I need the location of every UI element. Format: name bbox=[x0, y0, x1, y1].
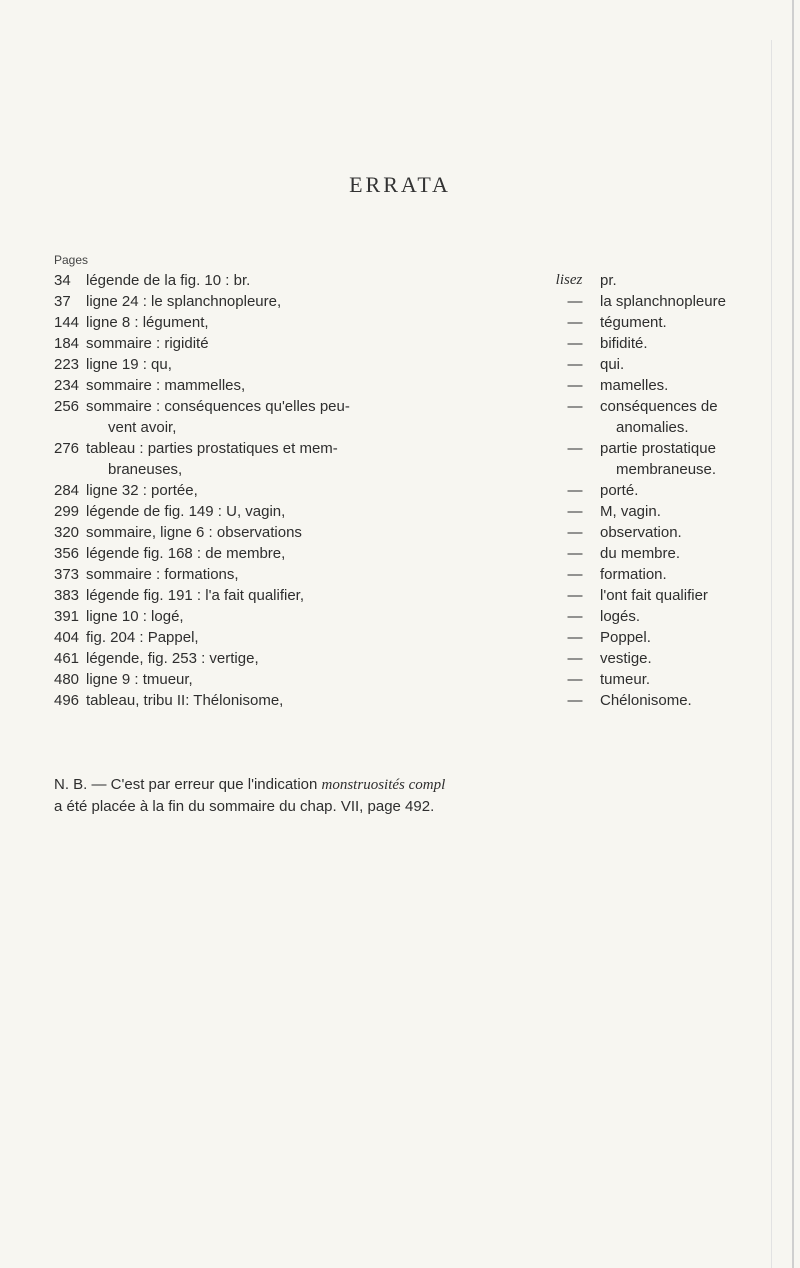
page-number: 320 bbox=[54, 524, 80, 541]
correction-line: M, vagin. bbox=[600, 503, 661, 520]
errata-row bbox=[0, 669, 800, 690]
error-line: légende fig. 191 : l'a fait qualifier, bbox=[86, 587, 305, 604]
errata-row bbox=[0, 480, 800, 501]
correction-line: partie prostatique bbox=[600, 440, 716, 457]
error-line: ligne 32 : portée, bbox=[86, 482, 198, 499]
dash-separator: — bbox=[567, 671, 583, 688]
dash-separator: — bbox=[567, 356, 583, 373]
errata-row bbox=[0, 354, 800, 375]
page-number: 391 bbox=[54, 608, 80, 625]
errata-row bbox=[0, 291, 800, 312]
correction-line: membraneuse. bbox=[616, 461, 717, 478]
correction-text bbox=[600, 270, 780, 291]
error-line: sommaire : mammelles, bbox=[86, 377, 246, 394]
correction-line: vestige. bbox=[600, 650, 652, 667]
correction-text bbox=[600, 396, 780, 438]
correction-line: observation. bbox=[600, 524, 682, 541]
error-line: braneuses, bbox=[108, 461, 183, 478]
correction-line: anomalies. bbox=[616, 419, 689, 436]
error-line: ligne 19 : qu, bbox=[86, 356, 172, 373]
correction-text bbox=[600, 606, 780, 627]
error-text bbox=[86, 606, 556, 627]
correction-line: tégument. bbox=[600, 314, 667, 331]
error-line: légende fig. 168 : de membre, bbox=[86, 545, 286, 562]
error-line: sommaire : formations, bbox=[86, 566, 239, 583]
correction-text bbox=[600, 312, 780, 333]
note-italic-term: monstruosités compl bbox=[321, 777, 446, 793]
note-prefix: N. B. — C'est par erreur que l'indication bbox=[54, 776, 322, 793]
dash-separator: — bbox=[567, 524, 583, 541]
correction-line: pr. bbox=[600, 272, 617, 289]
correction-text bbox=[600, 585, 780, 606]
error-text bbox=[86, 627, 556, 648]
errata-row bbox=[0, 585, 800, 606]
errata-row bbox=[0, 333, 800, 354]
errata-row bbox=[0, 375, 800, 396]
correction-line: tumeur. bbox=[600, 671, 651, 688]
correction-text bbox=[600, 690, 780, 711]
error-line: ligne 10 : logé, bbox=[86, 608, 184, 625]
correction-text bbox=[600, 333, 780, 354]
correction-line: logés. bbox=[600, 608, 641, 625]
error-line: vent avoir, bbox=[108, 419, 177, 436]
page-number: 184 bbox=[54, 335, 80, 352]
page-number: 480 bbox=[54, 671, 80, 688]
correction-text bbox=[600, 375, 780, 396]
error-text bbox=[86, 543, 556, 564]
dash-separator: — bbox=[567, 608, 583, 625]
error-line: tableau : parties prostatiques et mem- bbox=[86, 440, 338, 457]
correction-line: Chélonisome. bbox=[600, 692, 692, 709]
note-line-1 bbox=[54, 774, 780, 796]
dash-separator: — bbox=[567, 314, 583, 331]
dash-separator: — bbox=[567, 545, 583, 562]
errata-row bbox=[0, 312, 800, 333]
correction-line: conséquences de bbox=[600, 398, 718, 415]
error-text bbox=[86, 354, 556, 375]
page-number: 234 bbox=[54, 377, 80, 394]
error-line: ligne 8 : légument, bbox=[86, 314, 209, 331]
page-number: 256 bbox=[54, 398, 80, 415]
correction-line: Poppel. bbox=[600, 629, 651, 646]
errata-row bbox=[0, 606, 800, 627]
correction-line: porté. bbox=[600, 482, 639, 499]
error-line: fig. 204 : Pappel, bbox=[86, 629, 199, 646]
dash-separator: — bbox=[567, 650, 583, 667]
dash-separator: — bbox=[567, 482, 583, 499]
error-text bbox=[86, 564, 556, 585]
correction-line: formation. bbox=[600, 566, 667, 583]
error-line: sommaire, ligne 6 : observations bbox=[86, 524, 302, 541]
correction-text bbox=[600, 564, 780, 585]
note-paragraph bbox=[54, 774, 780, 817]
correction-text bbox=[600, 291, 780, 312]
correction-line: mamelles. bbox=[600, 377, 669, 394]
page-number: 284 bbox=[54, 482, 80, 499]
page-number: 461 bbox=[54, 650, 80, 667]
error-text bbox=[86, 312, 556, 333]
error-text bbox=[86, 396, 556, 438]
page-number: 356 bbox=[54, 545, 80, 562]
note-line-2: a été placée à la fin du sommaire du chap. VII, page 492. bbox=[54, 798, 435, 815]
correction-line: qui. bbox=[600, 356, 625, 373]
error-text bbox=[86, 690, 556, 711]
page-number: 276 bbox=[54, 440, 80, 457]
correction-line: la splanchnopleure bbox=[600, 293, 726, 310]
error-line: légende de fig. 149 : U, vagin, bbox=[86, 503, 286, 520]
dash-separator: — bbox=[567, 587, 583, 604]
correction-text bbox=[600, 648, 780, 669]
error-line: légende, fig. 253 : vertige, bbox=[86, 650, 259, 667]
error-text bbox=[86, 270, 556, 291]
error-text bbox=[86, 291, 556, 312]
error-line: ligne 24 : le splanchnopleure, bbox=[86, 293, 282, 310]
correction-text bbox=[600, 669, 780, 690]
errata-row bbox=[0, 270, 800, 291]
error-text bbox=[86, 669, 556, 690]
dash-separator: — bbox=[567, 440, 583, 457]
page-number: 383 bbox=[54, 587, 80, 604]
errata-row bbox=[0, 438, 800, 480]
error-text bbox=[86, 333, 556, 354]
dash-separator: — bbox=[567, 503, 583, 520]
dash-separator: — bbox=[567, 566, 583, 583]
dash-separator: — bbox=[567, 293, 583, 310]
dash-separator: — bbox=[567, 335, 583, 352]
error-text bbox=[86, 375, 556, 396]
correction-text bbox=[600, 501, 780, 522]
errata-row bbox=[0, 690, 800, 711]
error-text bbox=[86, 438, 556, 480]
page-number: 223 bbox=[54, 356, 80, 373]
error-line: tableau, tribu II: Thélonisome, bbox=[86, 692, 284, 709]
errata-row bbox=[0, 648, 800, 669]
correction-line: l'ont fait qualifier bbox=[600, 587, 708, 604]
error-line: sommaire : rigidité bbox=[86, 335, 209, 352]
errata-row bbox=[0, 501, 800, 522]
dash-separator: — bbox=[567, 377, 583, 394]
correction-text bbox=[600, 522, 780, 543]
errata-list bbox=[0, 270, 800, 711]
page-number: 37 bbox=[54, 293, 71, 310]
errata-row bbox=[0, 396, 800, 438]
error-line: sommaire : conséquences qu'elles peu- bbox=[86, 398, 350, 415]
page-title: ERRATA bbox=[349, 172, 451, 197]
page-number: 404 bbox=[54, 629, 80, 646]
page-number: 373 bbox=[54, 566, 80, 583]
correction-text bbox=[600, 543, 780, 564]
errata-row bbox=[0, 564, 800, 585]
correction-text bbox=[600, 480, 780, 501]
dash-separator: — bbox=[567, 629, 583, 646]
correction-line: du membre. bbox=[600, 545, 681, 562]
errata-row bbox=[0, 543, 800, 564]
errata-row bbox=[0, 522, 800, 543]
error-text bbox=[86, 585, 556, 606]
error-line: ligne 9 : tmueur, bbox=[86, 671, 193, 688]
correction-line: bifidité. bbox=[600, 335, 648, 352]
error-text bbox=[86, 480, 556, 501]
error-text bbox=[86, 501, 556, 522]
correction-text bbox=[600, 627, 780, 648]
error-line: légende de la fig. 10 : br. bbox=[86, 272, 251, 289]
lisez-label: lisez bbox=[555, 272, 583, 288]
error-text bbox=[86, 522, 556, 543]
errata-row bbox=[0, 627, 800, 648]
error-text bbox=[86, 648, 556, 669]
dash-separator: — bbox=[567, 692, 583, 709]
page-number: 144 bbox=[54, 314, 80, 331]
page-number: 34 bbox=[54, 272, 71, 289]
dash-separator: — bbox=[567, 398, 583, 415]
pages-column-label: Pages bbox=[54, 253, 89, 267]
page-number: 496 bbox=[54, 692, 80, 709]
correction-text bbox=[600, 438, 780, 480]
page-number: 299 bbox=[54, 503, 80, 520]
correction-text bbox=[600, 354, 780, 375]
